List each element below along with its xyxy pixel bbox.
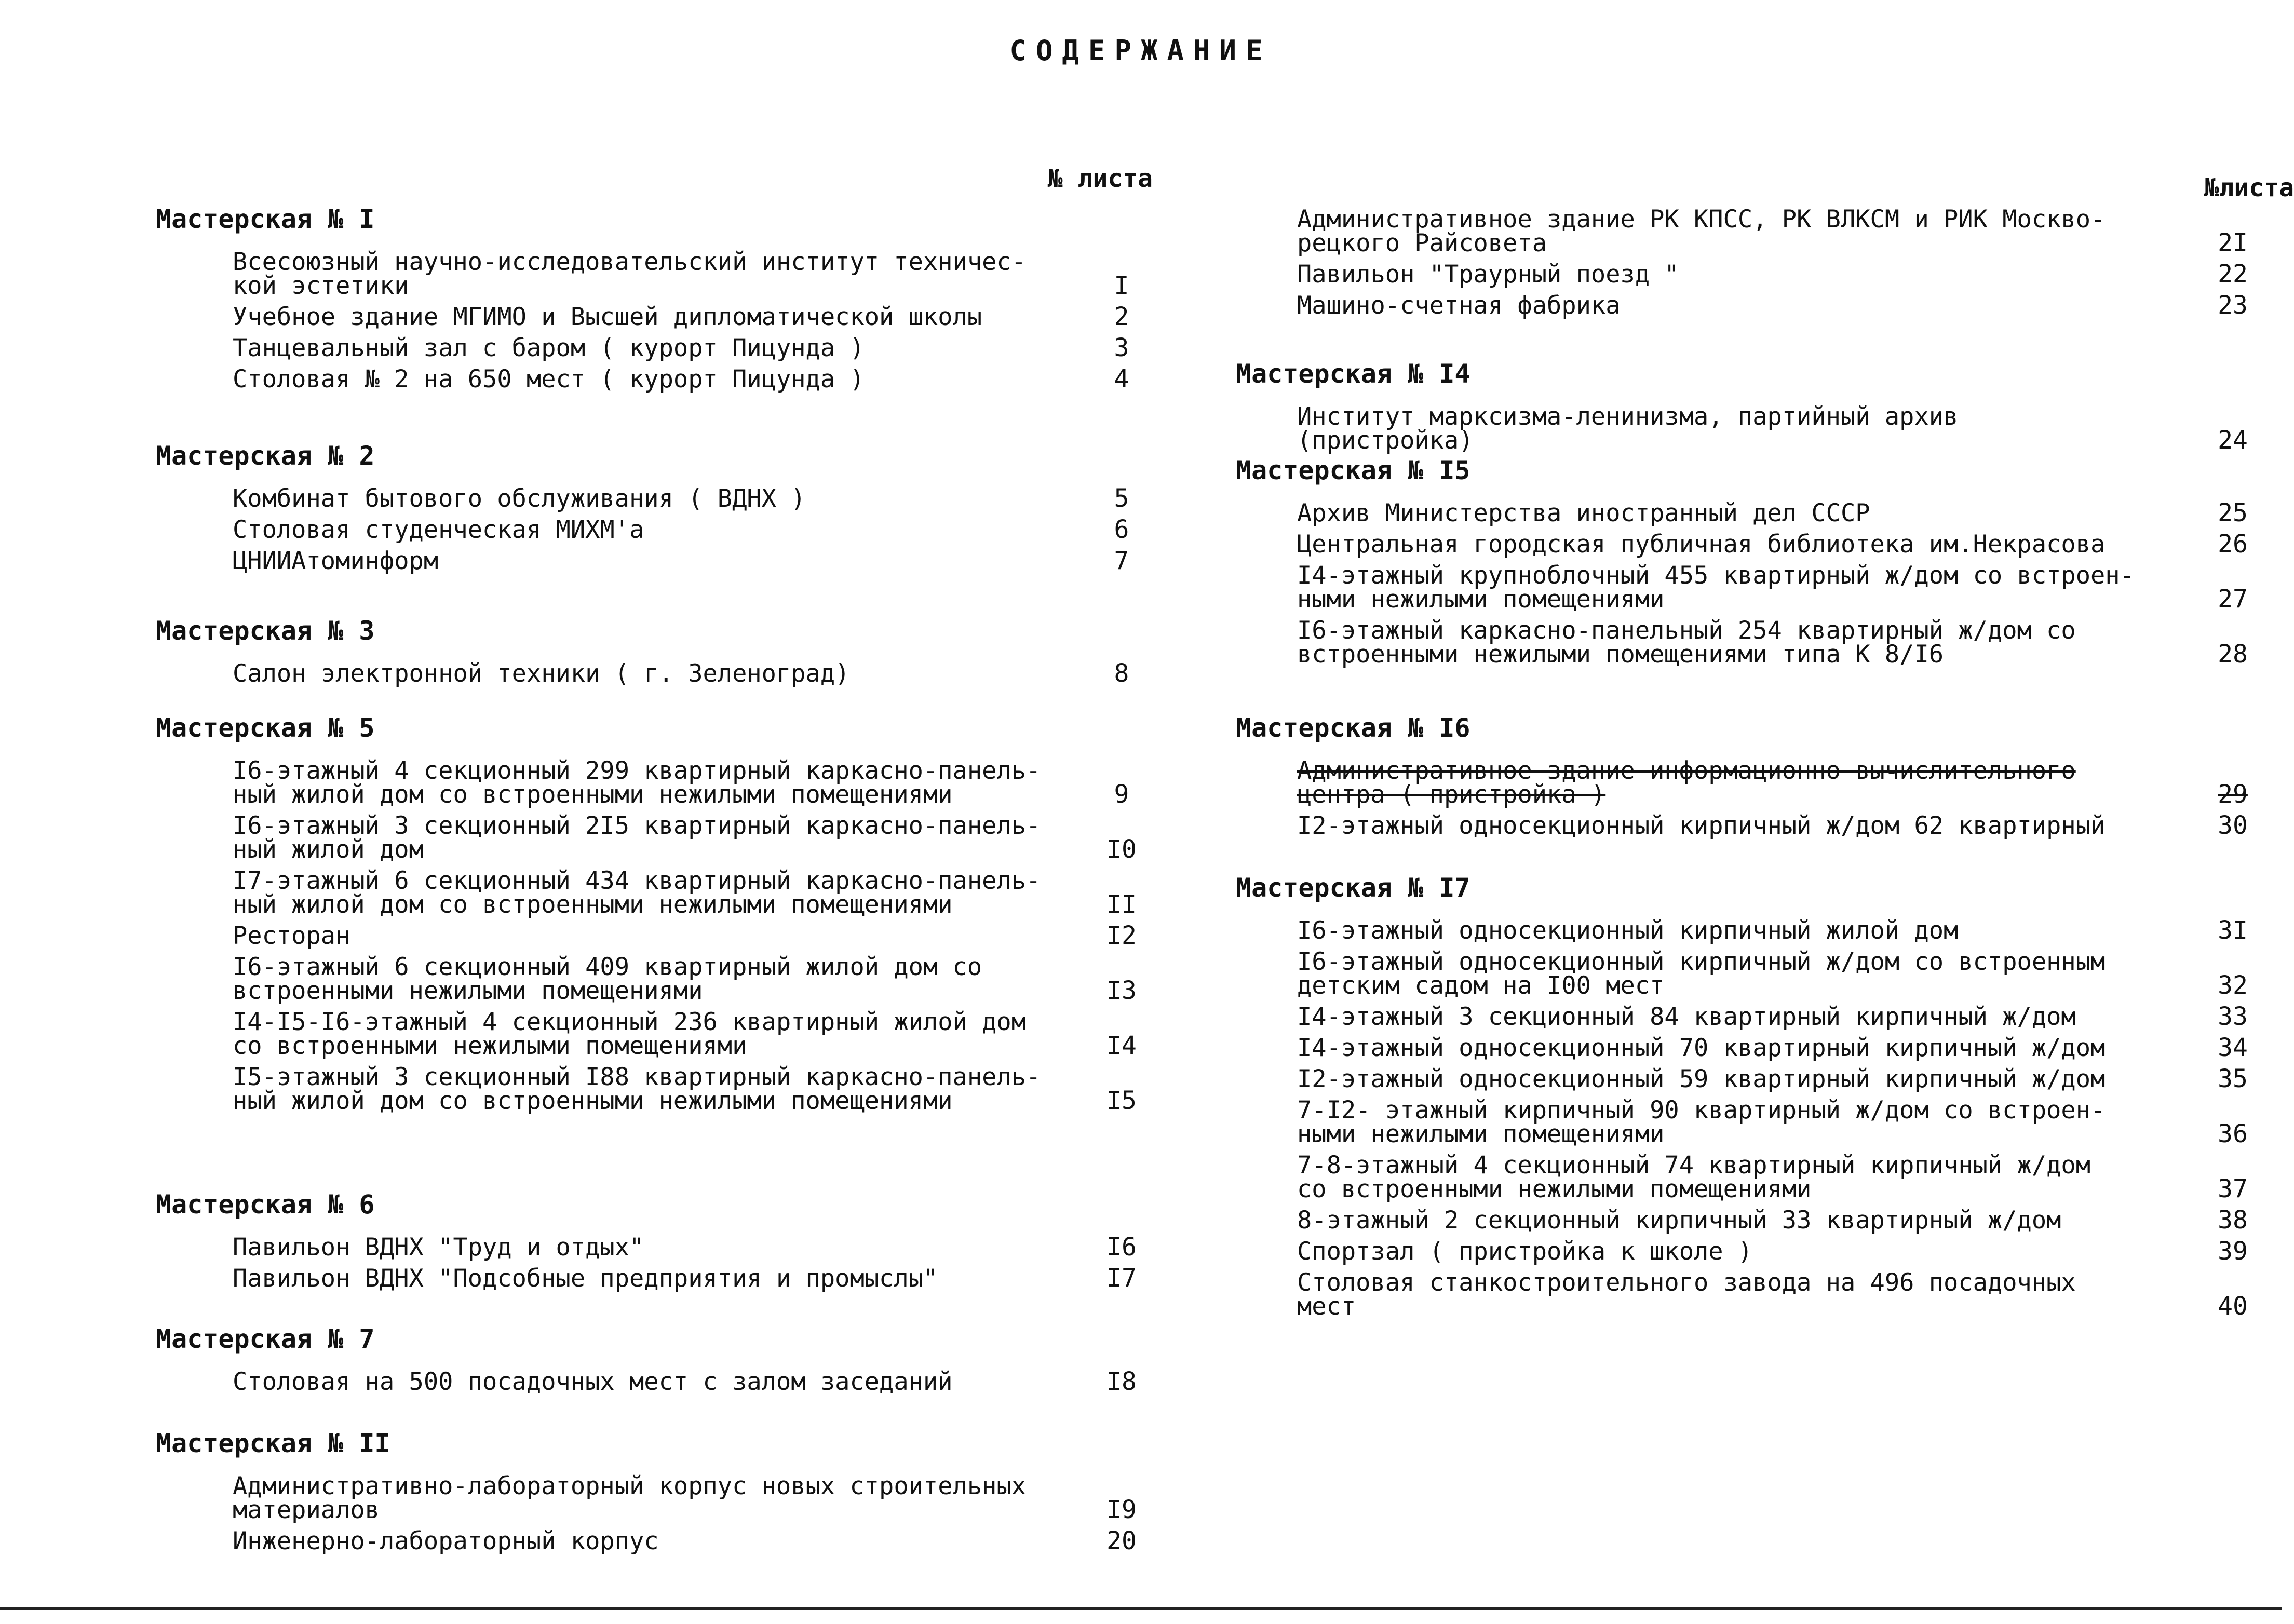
entry-sheet-number: I bbox=[1114, 271, 1129, 300]
entry-title: Павильон ВДНХ "Подсобные предприятия и промыслы" bbox=[233, 1264, 938, 1293]
entry-title: I4-этажный крупноблочный 455 квартирный ж/дом со встроен- ными нежилыми помещениями bbox=[1297, 561, 2135, 614]
entry-title: Комбинат бытового обслуживания ( ВДНХ ) bbox=[233, 484, 806, 513]
entry-sheet-number: 5 bbox=[1114, 484, 1129, 513]
entry-sheet-number: 9 bbox=[1114, 780, 1129, 809]
section bbox=[156, 1189, 1153, 1298]
toc-entry bbox=[1236, 260, 2264, 289]
toc-entry bbox=[1236, 561, 2264, 614]
entry-title: Машино-счетная фабрика bbox=[1297, 291, 1621, 320]
entry-sheet-number: I6 bbox=[1106, 1233, 1137, 1262]
section-title: Мастерская № 2 bbox=[156, 441, 375, 471]
entry-list bbox=[156, 659, 1153, 688]
toc-entry bbox=[1236, 498, 2264, 527]
entry-sheet-number: 26 bbox=[2218, 530, 2248, 559]
entry-sheet-number: 36 bbox=[2218, 1119, 2248, 1148]
entry-sheet-number: 23 bbox=[2218, 291, 2248, 320]
entry-sheet-number: 20 bbox=[1106, 1526, 1137, 1555]
section bbox=[156, 440, 1153, 580]
entry-sheet-number: I4 bbox=[1106, 1031, 1137, 1060]
entry-title: Административное здание информационно-вычислительного центра ( пристройка ) bbox=[1297, 756, 2076, 809]
entry-title: Инженерно-лабораторный корпус bbox=[233, 1527, 659, 1555]
toc-entry bbox=[156, 1264, 1153, 1293]
entry-title: 7-8-этажный 4 секционный 74 квартирный кирпичный ж/дом со встроенными нежилыми помещениями bbox=[1297, 1151, 2091, 1203]
entry-list bbox=[156, 1233, 1153, 1293]
entry-sheet-number: I9 bbox=[1106, 1495, 1137, 1524]
entry-title: Столовая № 2 на 650 мест ( курорт Пицунда ) bbox=[233, 365, 865, 394]
toc-entry bbox=[156, 1010, 1153, 1058]
entry-sheet-number: 32 bbox=[2218, 971, 2248, 1000]
toc-entry bbox=[1236, 616, 2264, 669]
entry-list bbox=[156, 1474, 1153, 1553]
entry-title: I4-этажный односекционный 70 квартирный кирпичный ж/дом bbox=[1297, 1034, 2106, 1062]
entry-sheet-number: I2 bbox=[1106, 921, 1137, 950]
entry-sheet-number: 2 bbox=[1114, 302, 1129, 331]
entry-title: I5-этажный 3 секционный I88 квартирный каркасно-панель- ный жилой дом со встроенными нежилыми помещениями bbox=[233, 1063, 1041, 1115]
entry-sheet-number: 3 bbox=[1114, 333, 1129, 362]
entry-sheet-number: 30 bbox=[2218, 811, 2248, 840]
entry-title: Спортзал ( пристройка к школе ) bbox=[1297, 1237, 1753, 1266]
entry-sheet-number: 22 bbox=[2218, 260, 2248, 289]
section bbox=[156, 204, 1153, 399]
toc-entry bbox=[156, 869, 1153, 917]
section-title: Мастерская № I6 bbox=[1236, 713, 1470, 743]
section-title: Мастерская № 3 bbox=[156, 616, 375, 646]
toc-entry bbox=[156, 364, 1153, 394]
entry-title: 7-I2- этажный кирпичный 90 квартирный ж/дом со встроен- ными нежилыми помещениями bbox=[1297, 1096, 2106, 1148]
section bbox=[156, 1428, 1153, 1561]
sheet-number-header: № листа bbox=[1047, 164, 1153, 193]
toc-entry bbox=[156, 1065, 1153, 1113]
entry-sheet-number: 2I bbox=[2218, 228, 2248, 258]
toc-entry bbox=[156, 1526, 1153, 1555]
entry-list bbox=[1236, 756, 2264, 840]
entry-sheet-number: 8 bbox=[1114, 659, 1129, 688]
toc-entry bbox=[156, 546, 1153, 575]
entry-sheet-number: I7 bbox=[1106, 1264, 1137, 1293]
entry-sheet-number: I0 bbox=[1106, 835, 1137, 864]
entry-sheet-number: 34 bbox=[2218, 1033, 2248, 1062]
toc-entry bbox=[156, 1367, 1153, 1396]
entry-list bbox=[156, 248, 1153, 394]
section bbox=[1236, 712, 2264, 845]
entry-title: I6-этажный 4 секционный 299 квартирный каркасно-панель- ный жилой дом со встроенными нежилыми помещениями bbox=[233, 756, 1041, 809]
entry-sheet-number: I3 bbox=[1106, 976, 1137, 1005]
entry-sheet-number: 40 bbox=[2218, 1292, 2248, 1321]
entry-sheet-number: 39 bbox=[2218, 1237, 2248, 1266]
toc-entry bbox=[156, 955, 1153, 1003]
toc-entry bbox=[1236, 1096, 2264, 1148]
section bbox=[156, 712, 1153, 1120]
entry-list bbox=[1236, 205, 2264, 320]
entry-title: I4-I5-I6-этажный 4 секционный 236 квартирный жилой дом со встроенными нежилыми помещениями bbox=[233, 1008, 1027, 1060]
entry-title: ЦНИИАтоминформ bbox=[233, 547, 439, 575]
entry-sheet-number: 4 bbox=[1114, 364, 1129, 394]
entry-sheet-number: I8 bbox=[1106, 1367, 1137, 1396]
entry-title: I6-этажный каркасно-панельный 254 квартирный ж/дом со встроенными нежилыми помещениями типа К 8/I6 bbox=[1297, 616, 2076, 669]
entry-sheet-number: 38 bbox=[2218, 1206, 2248, 1235]
entry-sheet-number: 35 bbox=[2218, 1064, 2248, 1093]
toc-entry bbox=[156, 484, 1153, 513]
toc-entry bbox=[1236, 811, 2264, 840]
entry-sheet-number: 3I bbox=[2218, 916, 2248, 945]
entry-sheet-number: 28 bbox=[2218, 640, 2248, 669]
toc-entry bbox=[156, 659, 1153, 688]
entry-sheet-number: 29 bbox=[2218, 780, 2248, 809]
section-title: Мастерская № I5 bbox=[1236, 455, 1470, 485]
entry-title: Архив Министерства иностранный дел СССР bbox=[1297, 499, 1870, 527]
entry-sheet-number: 25 bbox=[2218, 498, 2248, 527]
section bbox=[156, 1323, 1153, 1401]
toc-entry bbox=[156, 250, 1153, 298]
section bbox=[1236, 358, 2264, 460]
entry-sheet-number: 33 bbox=[2218, 1002, 2248, 1031]
section-title: Мастерская № 7 bbox=[156, 1324, 375, 1354]
page-title: СОДЕРЖАНИЕ bbox=[1009, 34, 1272, 67]
entry-title: I6-этажный односекционный кирпичный ж/дом со встроенным детским садом на I00 мест bbox=[1297, 948, 2106, 1000]
toc-entry bbox=[156, 811, 1153, 864]
entry-title: Административно-лабораторный корпус новых строительных материалов bbox=[233, 1472, 1027, 1524]
section-title: Мастерская № II bbox=[156, 1428, 390, 1458]
toc-entry bbox=[1236, 205, 2264, 258]
entry-title: 8-этажный 2 секционный кирпичный 33 квартирный ж/дом bbox=[1297, 1206, 2061, 1235]
entry-title: I6-этажный односекционный кирпичный жилой дом bbox=[1297, 916, 1959, 945]
sheet-number-header: №листа bbox=[2204, 173, 2294, 202]
entry-title: Всесоюзный научно-исследовательский институт техничес- кой эстетики bbox=[233, 248, 1027, 300]
entry-sheet-number: 27 bbox=[2218, 585, 2248, 614]
section bbox=[156, 615, 1153, 693]
entry-title: I4-этажный 3 секционный 84 квартирный кирпичный ж/дом bbox=[1297, 1003, 2076, 1031]
entry-title: Танцевальный зал с баром ( курорт Пицунда ) bbox=[233, 334, 865, 362]
entry-list bbox=[156, 484, 1153, 575]
entry-list bbox=[1236, 402, 2264, 455]
entry-title: I7-этажный 6 секционный 434 квартирный каркасно-панель- ный жилой дом со встроенными нежилыми помещениями bbox=[233, 867, 1041, 919]
entry-title: Учебное здание МГИМО и Высшей дипломатической школы bbox=[233, 303, 982, 331]
toc-entry bbox=[156, 921, 1153, 950]
bottom-rule bbox=[0, 1607, 2282, 1610]
entry-title: Столовая студенческая МИХМ'а bbox=[233, 516, 644, 544]
toc-entry bbox=[1236, 291, 2264, 320]
entry-list bbox=[1236, 498, 2264, 669]
toc-entry bbox=[1236, 756, 2264, 809]
toc-entry bbox=[1236, 950, 2264, 998]
toc-entry bbox=[1236, 402, 2264, 455]
toc-entry bbox=[1236, 530, 2264, 559]
entry-title: Институт марксизма-ленинизма, партийный архив (пристройка) bbox=[1297, 402, 1959, 455]
toc-entry bbox=[156, 756, 1153, 809]
toc-entry bbox=[1236, 1002, 2264, 1031]
toc-entry bbox=[1236, 1064, 2264, 1093]
toc-entry bbox=[1236, 1033, 2264, 1062]
toc-entry bbox=[156, 302, 1153, 331]
entry-title: Павильон "Траурный поезд " bbox=[1297, 260, 1679, 289]
section-title: Мастерская № 5 bbox=[156, 713, 375, 743]
entry-title: Центральная городская публичная библиотека им.Некрасова bbox=[1297, 530, 2106, 559]
entry-title: I2-этажный односекционный кирпичный ж/дом 62 квартирный bbox=[1297, 811, 2106, 840]
toc-entry bbox=[156, 1233, 1153, 1262]
section bbox=[1236, 455, 2264, 674]
entry-title: Столовая на 500 посадочных мест с залом заседаний bbox=[233, 1368, 953, 1396]
entry-sheet-number: 6 bbox=[1114, 515, 1129, 544]
entry-title: Павильон ВДНХ "Труд и отдых" bbox=[233, 1233, 644, 1262]
entry-title: Административное здание РК КПСС, РК ВЛКСМ и РИК Москво- рецкого Райсовета bbox=[1297, 205, 2106, 258]
toc-entry bbox=[1236, 1268, 2264, 1321]
entry-sheet-number: 37 bbox=[2218, 1174, 2248, 1203]
entry-list bbox=[156, 756, 1153, 1115]
entry-sheet-number: 24 bbox=[2218, 426, 2248, 455]
toc-entry bbox=[156, 333, 1153, 362]
entry-list bbox=[1236, 916, 2264, 1321]
toc-entry bbox=[1236, 916, 2264, 945]
section-title: Мастерская № 6 bbox=[156, 1189, 375, 1220]
section bbox=[1236, 192, 2264, 325]
entry-title: I2-этажный односекционный 59 квартирный кирпичный ж/дом bbox=[1297, 1065, 2106, 1093]
toc-entry bbox=[1236, 1237, 2264, 1266]
entry-title: I6-этажный 3 секционный 2I5 квартирный каркасно-панель- ный жилой дом bbox=[233, 811, 1041, 864]
section-title: Мастерская № I7 bbox=[1236, 873, 1470, 903]
entry-list bbox=[156, 1367, 1153, 1396]
toc-entry bbox=[1236, 1206, 2264, 1235]
toc-entry bbox=[156, 1474, 1153, 1522]
entry-title: Ресторан bbox=[233, 922, 350, 950]
section-title: Мастерская № I bbox=[156, 204, 375, 234]
entry-title: Столовая станкостроительного завода на 496 посадочных мест bbox=[1297, 1268, 2076, 1321]
entry-sheet-number: 7 bbox=[1114, 546, 1129, 575]
toc-entry bbox=[1236, 1151, 2264, 1203]
entry-sheet-number: II bbox=[1106, 890, 1137, 919]
section bbox=[1236, 872, 2264, 1326]
entry-title: I6-этажный 6 секционный 409 квартирный жилой дом со встроенными нежилыми помещениями bbox=[233, 953, 982, 1005]
toc-entry bbox=[156, 515, 1153, 544]
entry-sheet-number: I5 bbox=[1106, 1086, 1137, 1115]
section-title: Мастерская № I4 bbox=[1236, 359, 1470, 389]
entry-title: Салон электронной техники ( г. Зеленоград) bbox=[233, 659, 850, 688]
